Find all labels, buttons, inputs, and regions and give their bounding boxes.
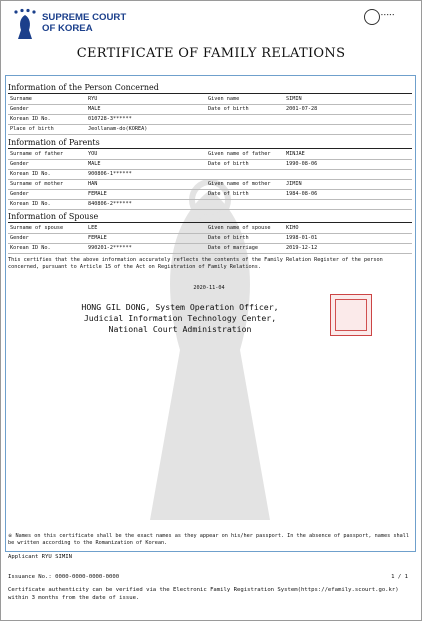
field-label: Korean ID No.	[10, 245, 51, 251]
page-number: 1 / 1	[391, 574, 408, 580]
field-value: 2019-12-12	[286, 245, 318, 251]
field-value: 010728-3******	[88, 116, 132, 122]
field-value: 990201-2******	[88, 245, 132, 251]
field-value: YOU	[88, 151, 98, 157]
qr-seal-icon	[364, 9, 380, 25]
field-label: Date of birth	[208, 235, 249, 241]
field-value: MALE	[88, 106, 101, 112]
field-label: Korean ID No.	[10, 116, 51, 122]
verification-label: ▪ ▪ ▪ ▪ ▪	[381, 12, 394, 17]
authenticity-note: Certificate authenticity can be verified via the Electronic Family Registration System(https://efamily.scourt.go.kr) within 3 months from the date of issue.	[8, 587, 399, 601]
field-label: Date of marriage	[208, 245, 258, 251]
field-label: Date of birth	[208, 161, 249, 167]
applicant: Applicant RYU SIMIN	[8, 554, 72, 560]
supreme-court-logo	[10, 8, 127, 42]
field-value: MALE	[88, 161, 101, 167]
document-title: CERTIFICATE OF FAMILY RELATIONS	[76, 46, 346, 61]
field-value: JIMIN	[286, 181, 302, 187]
field-label: Surname of spouse	[10, 225, 64, 231]
table-row	[8, 243, 412, 254]
court-name: SUPREME COURT OF KOREA	[42, 12, 127, 34]
issuer-block: HONG GIL DONG, System Operation Officer, Judicial Information Technology Center, National Court Administration	[81, 302, 279, 334]
field-label: Given name	[208, 96, 240, 102]
issue-date: 2020-11-04	[193, 285, 225, 291]
field-value: 1998-01-01	[286, 235, 318, 241]
field-value: MINJAE	[286, 151, 305, 157]
field-value: LEE	[88, 225, 98, 231]
field-label: Surname of mother	[10, 181, 64, 187]
field-label: Surname of father	[10, 151, 64, 157]
official-seal-icon	[330, 294, 372, 336]
issuance-number: Issuance No.: 0000-0000-0000-0000	[8, 574, 120, 580]
field-label: Given name of father	[208, 151, 271, 157]
field-label: Korean ID No.	[10, 201, 51, 207]
spouse-heading: Information of Spouse	[8, 212, 99, 221]
field-label: Given name of mother	[208, 181, 271, 187]
court-emblem-icon	[10, 8, 40, 40]
field-value: RYU	[88, 96, 98, 102]
field-label: Date of birth	[208, 191, 249, 197]
field-value: SIMIN	[286, 96, 302, 102]
field-value: 900806-1******	[88, 171, 132, 177]
field-label: Date of birth	[208, 106, 249, 112]
person-heading: Information of the Person Concerned	[8, 83, 159, 92]
field-label: Gender	[10, 235, 29, 241]
field-value: 1990-08-06	[286, 161, 318, 167]
parents-heading: Information of Parents	[8, 138, 100, 147]
field-value: KIHO	[286, 225, 299, 231]
field-label: Given name of spouse	[208, 225, 271, 231]
romanization-note: ※ Names on this certificate shall be the exact names as they appear on his/her passport. In the absence of passport, names shall be written according to the Romanization of Korean.	[8, 533, 409, 546]
field-label: Gender	[10, 161, 29, 167]
field-value: HAN	[88, 181, 98, 187]
table-row	[8, 199, 412, 210]
field-value: 840806-2******	[88, 201, 132, 207]
field-value: 2001-07-28	[286, 106, 318, 112]
field-label: Gender	[10, 191, 29, 197]
field-value: Jeollanam-do(KOREA)	[88, 126, 148, 132]
field-label: Gender	[10, 106, 29, 112]
field-value: FEMALE	[88, 235, 107, 241]
field-label: Place of birth	[10, 126, 54, 132]
field-value: 1984-08-06	[286, 191, 318, 197]
table-row	[8, 124, 412, 135]
field-label: Surname	[10, 96, 32, 102]
verification-mark	[364, 9, 410, 33]
field-label: Korean ID No.	[10, 171, 51, 177]
field-value: FEMALE	[88, 191, 107, 197]
certification-statement: This certifies that the above information accurately reflects the contents of the Family Relation Register of the person concerned, pursuant to Article 15 of the Act on Registration of Family Relations.	[8, 257, 383, 270]
